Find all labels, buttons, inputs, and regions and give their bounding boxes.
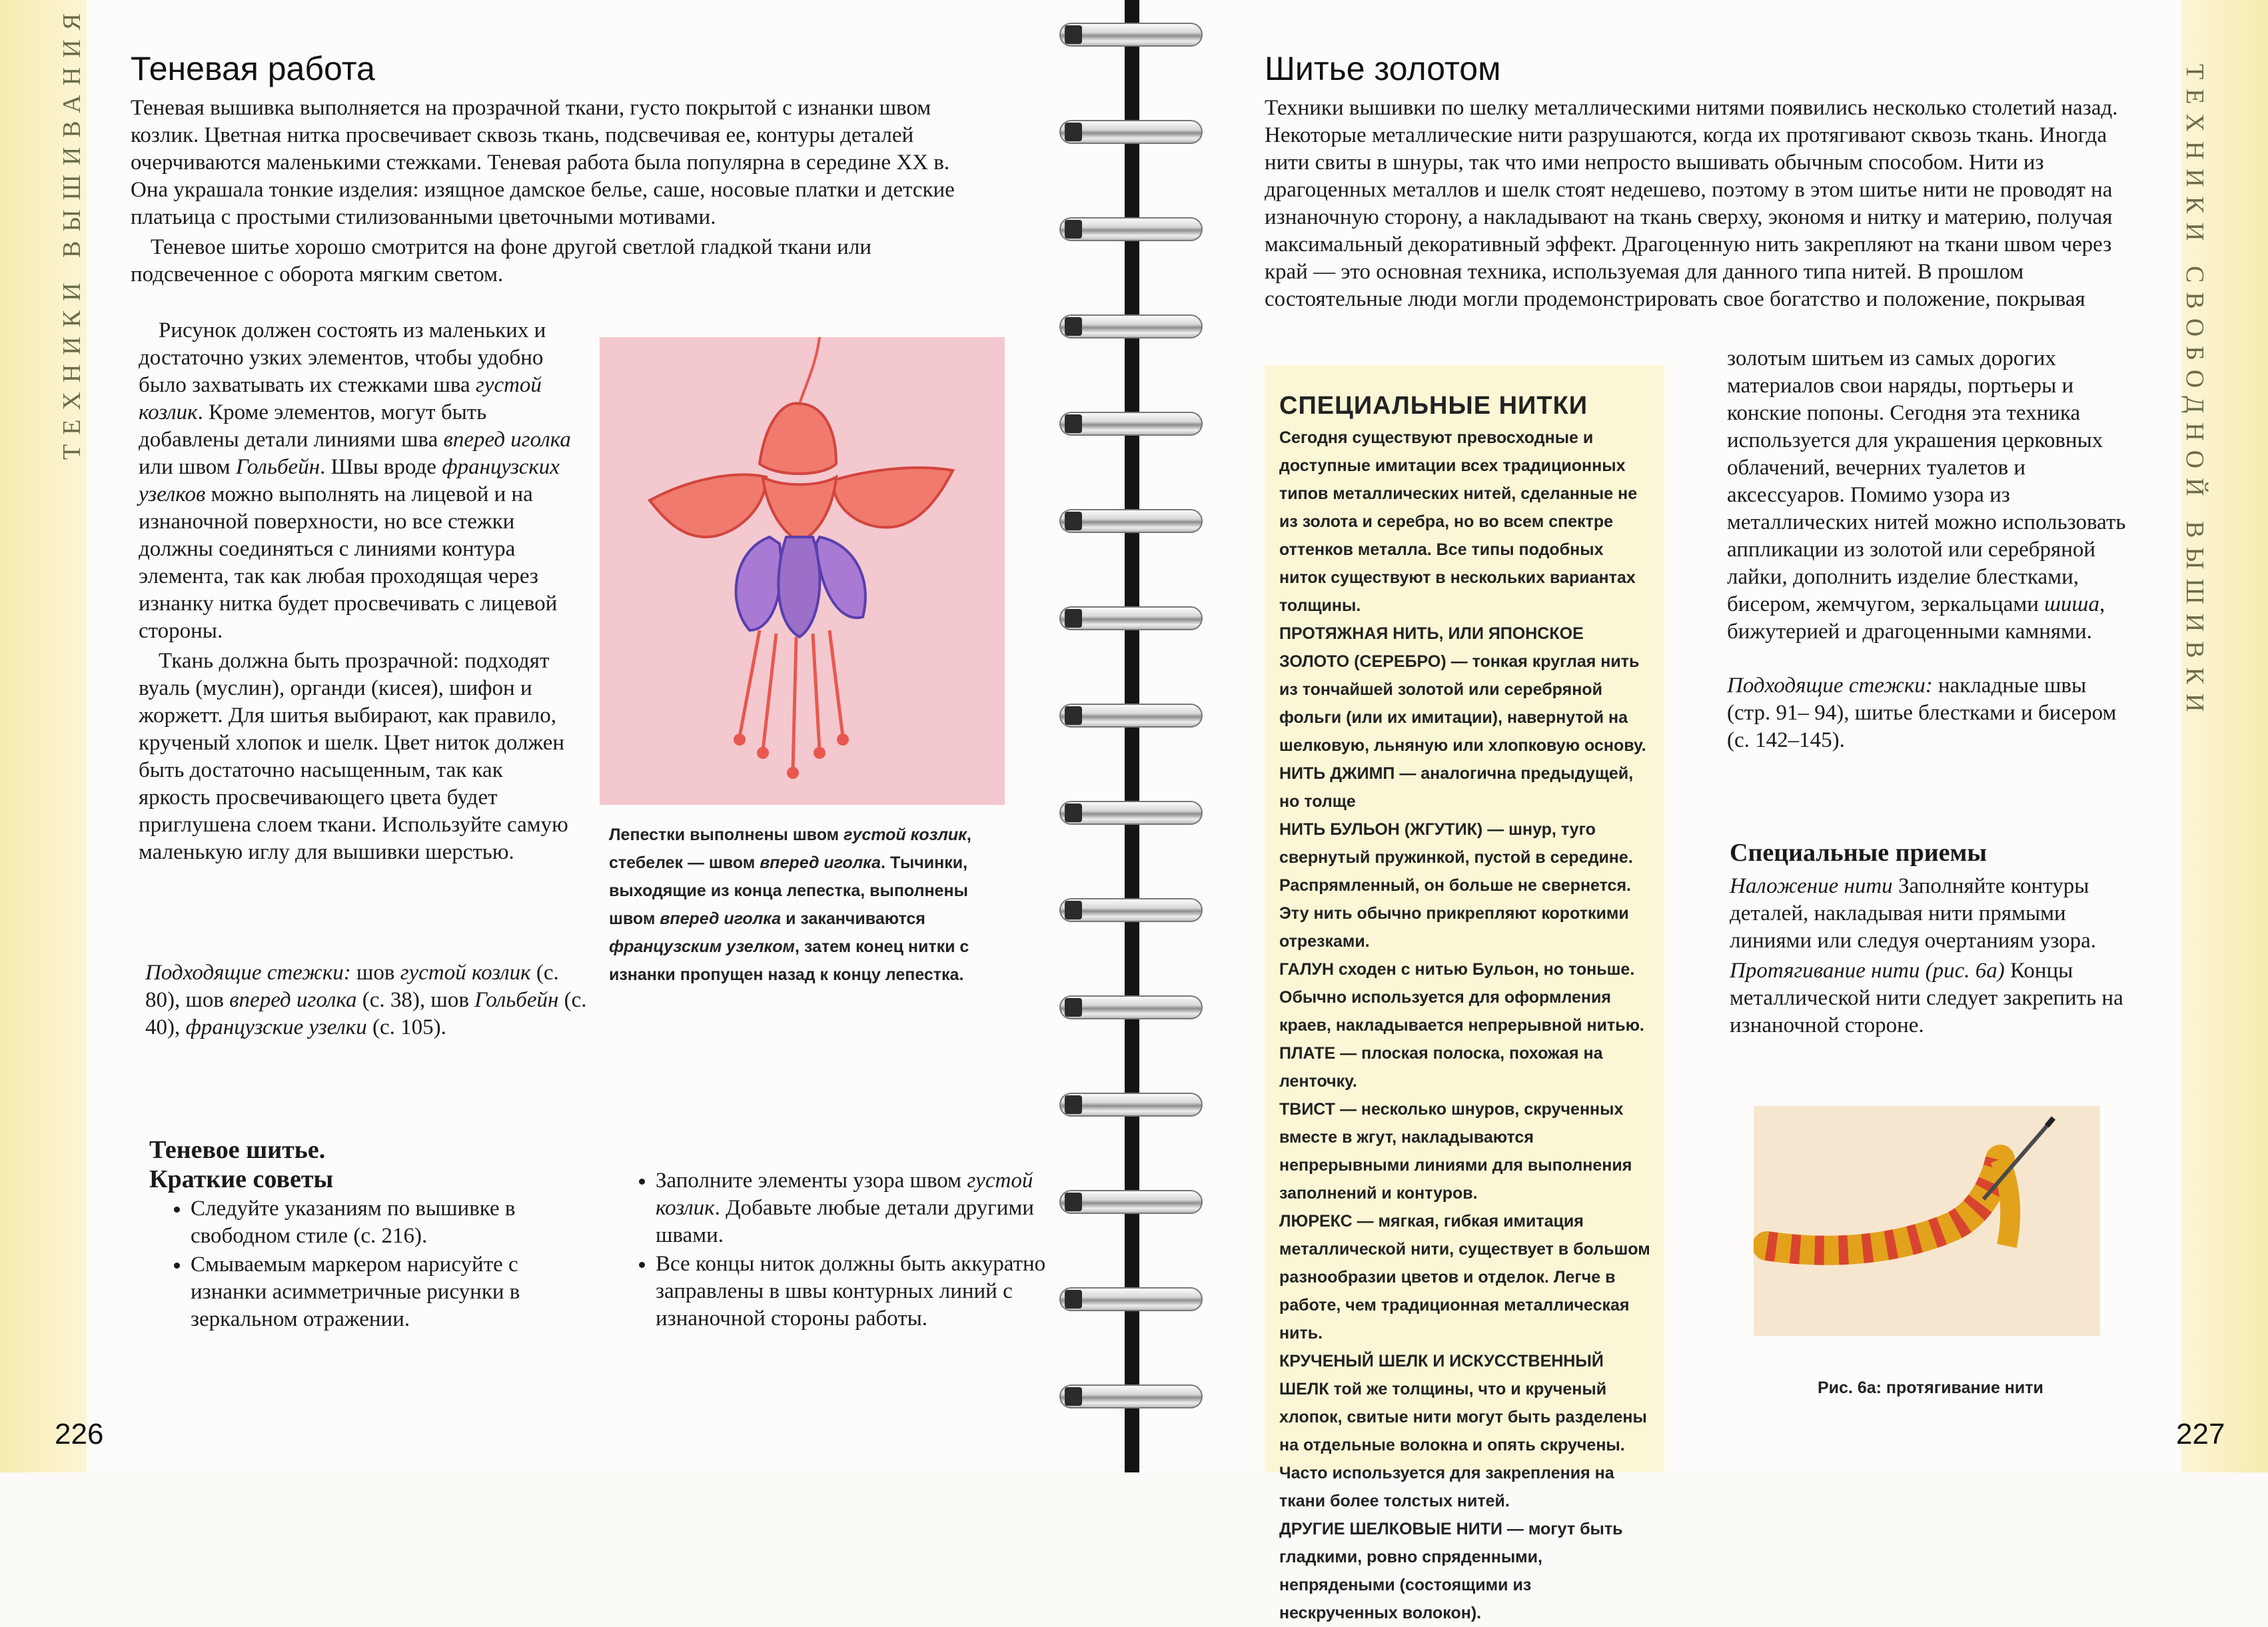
fuchsia-embroidery-illustration xyxy=(600,337,1005,805)
tip-item: • Все концы ниток должны быть аккуратно заправлены в швы контурных линий с изнаночной стороны работы. xyxy=(656,1251,1055,1333)
tip-item: • Смываемым маркером нарисуйте с изнанки асимметричные рисунки в зеркальном отражении. xyxy=(191,1251,577,1333)
binding-ring xyxy=(1059,20,1203,49)
right-intro-text xyxy=(1265,95,2124,316)
sidebar-intro: Сегодня существуют превосходные и доступные имитации всех традиционных типов металлических нитей, сделанные не из золота и серебра, но во всем спектре оттенков металла. Все типы подобных ниток существуют в нескольких вариантах толщины. xyxy=(1279,428,1638,615)
fuchsia-caption: Лепестки выполнены швом густой козлик, стебелек — швом вперед иголка. Тычинки, выходящие из конца лепестка, выполнены швом вперед иголка и заканчиваются французским узелком, затем конец нитки с изнанки пропущен назад к концу лепестка. xyxy=(609,825,971,984)
sidebar-item: ДРУГИЕ ШЕЛКОВЫЕ НИТИ — могут быть гладкими, ровно спряденными, непрядеными (состоящими из нескрученных волокон). xyxy=(1279,1520,1623,1622)
left-para-3: Рисунок должен состоять из маленьких и достаточно узких элементов, чтобы удобно было захватывать их стежками шва густой козлик. Кроме элементов, могут быть добавлены детали линиями шва вперед иголка или швом Гольбейн. Швы вроде французских узелков можно выполнять на лицевой и на изнаночной поверхности, но все стежки должны соединяться с линиями контура элемента, так как любая проходящая через изнанку нитка будет просвечивать с лицевой стороны. xyxy=(139,318,571,643)
tips-list-right xyxy=(616,1167,1055,1334)
binding-ring xyxy=(1059,1090,1203,1119)
left-para-4: Ткань должна быть прозрачной: подходят вуаль (муслин), органди (кисея), шифон и жоржетт. Для шитья выбирают, как правило, крученый хлопок и шелк. Цвет ниток должен быть достаточно насыщенным, так как яркость просвечивающего цвета будет приглушена слоем ткани. Используйте самую маленькую иглу для вышивки шерстью. xyxy=(139,649,568,864)
fuchsia-drawing xyxy=(600,337,1005,805)
left-para-1: Теневая вышивка выполняется на прозрачной ткани, густо покрытой с изнанки швом козлик. Цветная нитка просвечивает сквозь ткань, подсвечивая ее, контуры деталей очерчиваются маленькими стежками. Теневая работа была популярна в середине XX в. Она украшала тонкие изделия: изящное дамское белье, саше, носовые платки и детские платьица с простыми стилизованными цветочными мотивами. xyxy=(131,96,955,229)
binding-ring xyxy=(1059,1285,1203,1314)
tip-item: • Следуйте указаниям по вышивке в свободном стиле (с. 216). xyxy=(191,1195,577,1250)
sidebar-item: ПРОТЯЖНАЯ НИТЬ, ИЛИ ЯПОНСКОЕ ЗОЛОТО (СЕРЕБРО) — тонкая круглая нить из тончайшей золотой или серебряной фольги (или их имитации), навернутой на шелковую, льняную или хлопковую основу. xyxy=(1279,624,1646,755)
binding-ring xyxy=(1059,117,1203,147)
tips-list-left xyxy=(151,1195,577,1335)
right-heading: Шитье золотом xyxy=(1265,50,1501,87)
rope-caption: Рис. 6а: протягивание нити xyxy=(1818,1378,2043,1397)
left-column-text xyxy=(139,317,572,869)
sidebar-item: ЛЮРЕКС — мягкая, гибкая имитация металлической нити, существует в большом разнообразии цветов и отделок. Легче в работе, чем традиционная металлическая нить. xyxy=(1279,1212,1650,1343)
left-stitches: Подходящие стежки: шов густой козлик (с. 80), шов вперед иголка (с. 38), шов Гольбейн (с. 40), французские узелки (с. 105). xyxy=(145,961,587,1039)
binding-ring xyxy=(1059,1382,1203,1411)
left-page xyxy=(0,0,1119,1472)
right-side-strip xyxy=(2181,0,2268,1472)
binding-ring xyxy=(1059,798,1203,827)
sidebar-item: ГАЛУН сходен с нитью Бульон, но тоньше. Обычно используется для оформления краев, накладывается непрерывной нитью. xyxy=(1279,960,1644,1035)
sidebar-item: НИТЬ БУЛЬОН (ЖГУТИК) — шнур, туго свернутый пружинкой, пустой в середине. Распрямленный, он больше не свернется. Эту нить обычно прикрепляют короткими отрезками. xyxy=(1279,820,1633,951)
binding-ring xyxy=(1059,215,1203,244)
technique-laying: Наложение нити Заполняйте контуры деталей, накладывая нити прямыми линиями или следуя очертаниям узора. xyxy=(1730,874,2096,953)
right-column-text xyxy=(1727,345,2127,757)
binding-ring xyxy=(1059,701,1203,730)
binding-ring xyxy=(1059,604,1203,633)
sidebar-item: ТВИСТ — несколько шнуров, скрученных вместе в жгут, накладываются непрерывными линиями для выполнения заполнений и контуров. xyxy=(1279,1100,1632,1203)
right-para-1-cont: золотым шитьем из самых дорогих материалов свои наряды, портьеры и конские попоны. Сегодня эта техника используется для украшения церковных облачений, вечерних туалетов и аксессуаров. Помимо узора из металлических нитей можно использовать аппликации из золотой или серебряной лайки, дополнить изделие блестками, бисером, жемчугом, зеркальцами шиша, бижутерией и драгоценными камнями. xyxy=(1727,346,2126,644)
special-threads-sidebar xyxy=(1265,365,1664,1622)
sidebar-item: КРУЧЕНЫЙ ШЕЛК И ИСКУССТВЕННЫЙ ШЕЛК той же толщины, что и крученый хлопок, свитые нити могут быть разделены на отдельные волокна и опять скручены. Часто используется для закрепления на ткани более толстых нитей. xyxy=(1279,1352,1647,1510)
special-techniques-text xyxy=(1730,873,2129,1042)
rope-drawing xyxy=(1754,1106,2100,1336)
left-heading: Теневая работа xyxy=(131,50,375,87)
binding-ring xyxy=(1059,993,1203,1022)
right-para-1: Техники вышивки по шелку металлическими нитями появились несколько столетий назад. Некоторые металлические нити разрушаются, когда их протягивают сквозь ткань. Иногда нити свиты в шнуры, так что ими непросто вышивать обычным способом. Нити из драгоценных металлов и шелк стоят недешево, поэтому в этом шитье нити не проводят на изнаночную сторону, а накладывают на ткань сверху, экономя и нитку и материю, получая максимальный декоративный эффект. Драгоценную нить закрепляют на ткани швом через край — это основная техника, используемая для данного типа нитей. В прошлом состоятельные люди могли продемонстрировать свое богатство и положение, покрывая xyxy=(1265,96,2118,311)
binding-ring xyxy=(1059,1187,1203,1217)
tips-heading: Теневое шитье. Краткие советы xyxy=(149,1136,334,1193)
sidebar-item: НИТЬ ДЖИМП — аналогична предыдущей, но толще xyxy=(1279,764,1634,811)
right-vertical-title: ТЕХНИКИ СВОБОДНОЙ ВЫШИВКИ xyxy=(2181,64,2209,722)
left-vertical-title: ТЕХНИКИ ВЫШИВАНИЯ xyxy=(58,4,86,460)
binding-ring xyxy=(1059,895,1203,925)
sidebar-title: СПЕЦИАЛЬНЫЕ НИТКИ xyxy=(1279,392,1588,420)
page-number-right: 227 xyxy=(2176,1418,2225,1450)
tip-item: • Заполните элементы узора швом густой козлик. Добавьте любые детали другими швами. xyxy=(656,1167,1055,1249)
special-techniques-heading: Специальные приемы xyxy=(1730,839,1987,867)
binding-ring xyxy=(1059,506,1203,536)
binding-ring xyxy=(1059,409,1203,438)
right-stitches: Подходящие стежки: накладные швы (стр. 91– 94), шитье блестками и бисером (с. 142–145). xyxy=(1727,674,2117,752)
page-number-left: 226 xyxy=(55,1418,104,1450)
sidebar-content xyxy=(1279,392,1652,1627)
left-para-2: Теневое шитье хорошо смотрится на фоне другой светлой гладкой ткани или подсвеченное с оборота мягким светом. xyxy=(131,235,871,286)
binding-ring xyxy=(1059,312,1203,341)
left-intro-text xyxy=(131,95,983,291)
gold-rope-illustration xyxy=(1754,1106,2100,1336)
sidebar-item: ПЛАТЕ — плоская полоска, похожая на ленточку. xyxy=(1279,1044,1603,1091)
technique-plunging: Протягивание нити (рис. 6а) Концы металлической нити следует закрепить на изнаночной стороне. xyxy=(1730,959,2123,1037)
left-side-strip xyxy=(0,0,87,1472)
